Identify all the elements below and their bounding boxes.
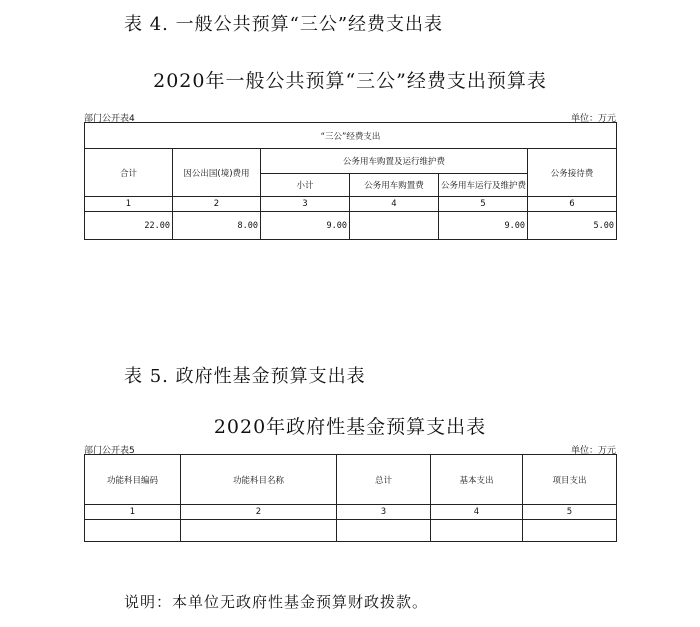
table5-unit: 单位：万元 [570, 446, 616, 456]
index-cell: 2 [173, 197, 261, 212]
header-function-name: 功能科目名称 [181, 455, 337, 505]
header-project-expense: 项目支出 [523, 455, 617, 505]
table4-caption: 表 4. 一般公共预算“三公”经费支出表 [124, 14, 444, 35]
header-abroad-expense: 因公出国(境)费用 [173, 149, 261, 197]
explanatory-note: 说明：本单位无政府性基金预算财政拨款。 [124, 593, 429, 611]
table4-three-public-expenses [84, 122, 617, 240]
index-cell: 4 [431, 505, 523, 520]
value-function-name [181, 520, 337, 542]
index-cell: 5 [439, 197, 528, 212]
index-cell: 1 [85, 197, 173, 212]
header-vehicle-group: 公务用车购置及运行维护费 [261, 149, 528, 174]
table4-doc-number: 部门公开表4 [84, 114, 135, 124]
table5-doc-number: 部门公开表5 [84, 446, 135, 456]
value-basic-expense [431, 520, 523, 542]
value-project-expense [523, 520, 617, 542]
header-subtotal: 小计 [261, 174, 350, 197]
value-function-code [85, 520, 181, 542]
group-header-three-public: “三公”经费支出 [85, 123, 617, 149]
index-cell: 3 [261, 197, 350, 212]
index-cell: 6 [528, 197, 617, 212]
index-cell: 3 [337, 505, 431, 520]
value-vehicle-purchase [350, 212, 439, 240]
header-function-code: 功能科目编码 [85, 455, 181, 505]
value-grand-total [337, 520, 431, 542]
value-vehicle-operation: 9.00 [439, 212, 528, 240]
table4-title: 2020年一般公共预算“三公”经费支出预算表 [153, 70, 547, 92]
table4-unit: 单位：万元 [570, 114, 616, 124]
value-abroad: 8.00 [173, 212, 261, 240]
table5-caption: 表 5. 政府性基金预算支出表 [124, 366, 366, 387]
index-cell: 1 [85, 505, 181, 520]
value-subtotal: 9.00 [261, 212, 350, 240]
header-reception: 公务接待费 [528, 149, 617, 197]
header-grand-total: 总计 [337, 455, 431, 505]
table5-government-fund [84, 454, 617, 542]
table5-title: 2020年政府性基金预算支出表 [213, 416, 487, 438]
index-cell: 4 [350, 197, 439, 212]
header-total: 合计 [85, 149, 173, 197]
index-cell: 2 [181, 505, 337, 520]
value-total: 22.00 [85, 212, 173, 240]
index-cell: 5 [523, 505, 617, 520]
header-vehicle-operation: 公务用车运行及维护费 [439, 174, 528, 197]
value-reception: 5.00 [528, 212, 617, 240]
header-vehicle-purchase: 公务用车购置费 [350, 174, 439, 197]
header-basic-expense: 基本支出 [431, 455, 523, 505]
